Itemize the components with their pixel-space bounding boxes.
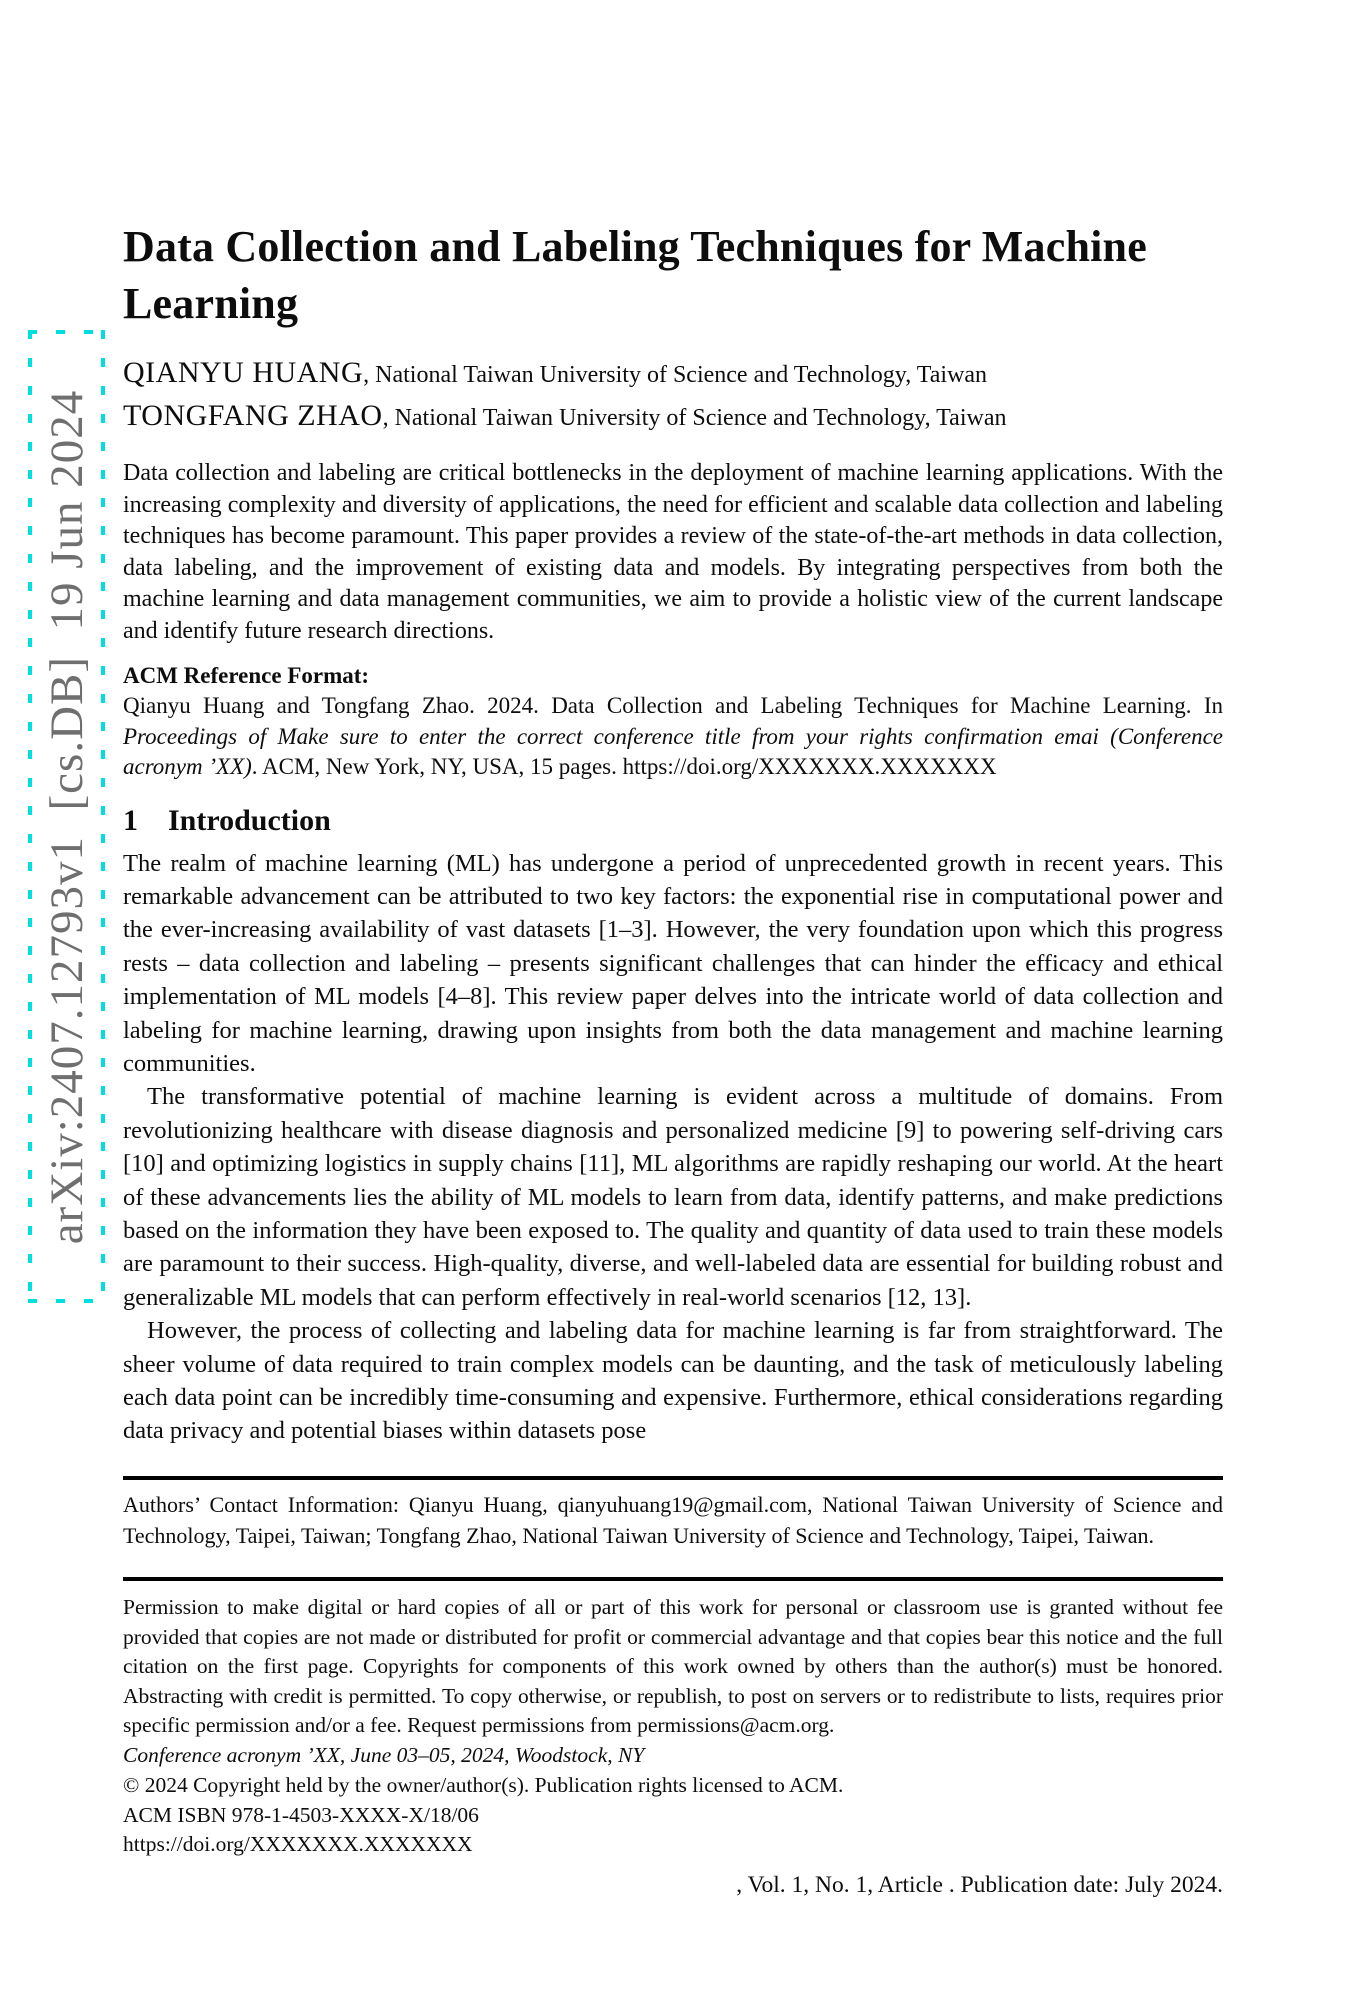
- watermark-dashed-border-left: [28, 330, 32, 1303]
- intro-paragraph-1: The realm of machine learning (ML) has undergone a period of unprecedented growth in recent years. This remarkable advancement can be attributed to two key factors: the exponential rise in computational power and the ever-increasing availability of vast datasets [1–3]. However, the very foundation upon which this progress rests – data collection and labeling – presents significant challenges that can hinder the efficacy and ethical implementation of ML models [4–8]. This review paper delves into the intricate world of data collection and labeling for machine learning, drawing upon insights from both the data management and machine learning communities.: [123, 849, 1223, 1077]
- section-title: Introduction: [168, 803, 331, 837]
- main-column: [123, 0, 1223, 1448]
- watermark-dashed-border-top: [28, 330, 105, 334]
- author-block: [123, 354, 1223, 440]
- authors-contact-information: Authors’ Contact Information: Qianyu Huang, qianyuhuang19@gmail.com, National Taiwan University of Science and Technology, Taipei, Taiwan; Tongfang Zhao, National Taiwan University of Science and Technology, Taipei, Taiwan.: [123, 1492, 1223, 1548]
- intro-paragraph-2: The transformative potential of machine learning is evident across a multitude of domains. From revolutionizing healthcare with disease diagnosis and personalized medicine [9] to powering self-driving cars [10] and optimizing logistics in supply chains [11], ML algorithms are rapidly reshaping our world. At the heart of these advancements lies the ability of ML models to learn from data, identify patterns, and make predictions based on the information they have been exposed to. The quality and quantity of data used to train these models are paramount to their success. High-quality, diverse, and well-labeled data are essential for building robust and generalizable ML models that can perform effectively in real-world scenarios [12, 13].: [123, 1083, 1223, 1311]
- acm-reference-format-label: ACM Reference Format:: [123, 663, 370, 688]
- paper-title: Data Collection and Labeling Techniques for Machine Learning: [123, 222, 1147, 328]
- permission-notice: Permission to make digital or hard copies of all or part of this work for personal or classroom use is granted without fee provided that copies are not made or distributed for profit or commercial advantage and that copies bear this notice and the full citation on the first page. Copyrights for components of this work owned by others than the author(s) must be honored. Abstracting with credit is permitted. To copy otherwise, or republish, to post on servers or to redistribute to lists, requires prior specific permission and/or a fee. Request permissions from permissions@acm.org.: [123, 1595, 1223, 1738]
- footnote-rule-permission: [123, 1577, 1223, 1581]
- intro-paragraph-3: However, the process of collecting and labeling data for machine learning is far from straightforward. The sheer volume of data required to train complex models can be daunting, and the task of meticulously labeling each data point can be incredibly time-consuming and expensive. Furthermore, ethical considerations regarding data privacy and potential biases within datasets pose: [123, 1317, 1223, 1445]
- arxiv-watermark: [28, 330, 105, 1303]
- author-affiliation: , National Taiwan University of Science and Technology, Taiwan: [363, 362, 988, 388]
- section-number: 1: [123, 803, 138, 837]
- acm-reference-citation: [123, 691, 1223, 783]
- journal-footer: , Vol. 1, No. 1, Article . Publication date: July 2024.: [736, 1872, 1223, 1898]
- arxiv-id-text: arXiv:2407.12793v1 [cs.DB] 19 Jun 2024: [40, 389, 93, 1244]
- copyright-line: © 2024 Copyright held by the owner/author(s). Publication rights licensed to ACM.: [123, 1772, 844, 1797]
- author-line: [123, 354, 1223, 397]
- author-line: [123, 397, 1223, 440]
- author-name: TONGFANG ZHAO: [123, 399, 383, 432]
- watermark-dashed-border-right: [101, 330, 105, 1303]
- abstract-text: Data collection and labeling are critical bottlenecks in the deployment of machine learning applications. With the increasing complexity and diversity of applications, the need for efficient and scalable data collection and labeling techniques has become paramount. This paper provides a review of the state-of-the-art methods in data collection, data labeling, and the improvement of existing data and models. By integrating perspectives from both the machine learning and data management communities, we aim to provide a holistic view of the current landscape and identify future research directions.: [123, 460, 1223, 644]
- conference-line: Conference acronym ’XX, June 03–05, 2024, Woodstock, NY: [123, 1742, 645, 1767]
- author-affiliation: , National Taiwan University of Science and Technology, Taiwan: [382, 405, 1007, 431]
- acm-reference-part1: Qianyu Huang and Tongfang Zhao. 2024. Data Collection and Labeling Techniques for Machine Learning. In: [123, 693, 1223, 718]
- footnote-region: [123, 1476, 1223, 1860]
- watermark-dashed-border-bottom: [28, 1299, 105, 1303]
- footnote-rule-top: [123, 1476, 1223, 1480]
- acm-reference-part2: . ACM, New York, NY, USA, 15 pages. https://doi.org/XXXXXXX.XXXXXXX: [251, 754, 997, 779]
- doi-line: https://doi.org/XXXXXXX.XXXXXXX: [123, 1832, 473, 1857]
- author-name: QIANYU HUANG: [123, 356, 364, 389]
- acm-reference-proceedings-italic: Proceedings of Make sure to enter the correct conference title from your rights confirmation emai (Conference acronym ’XX): [123, 723, 1223, 779]
- section-heading-introduction: [123, 803, 1223, 839]
- isbn-line: ACM ISBN 978-1-4503-XXXX-X/18/06: [123, 1802, 479, 1827]
